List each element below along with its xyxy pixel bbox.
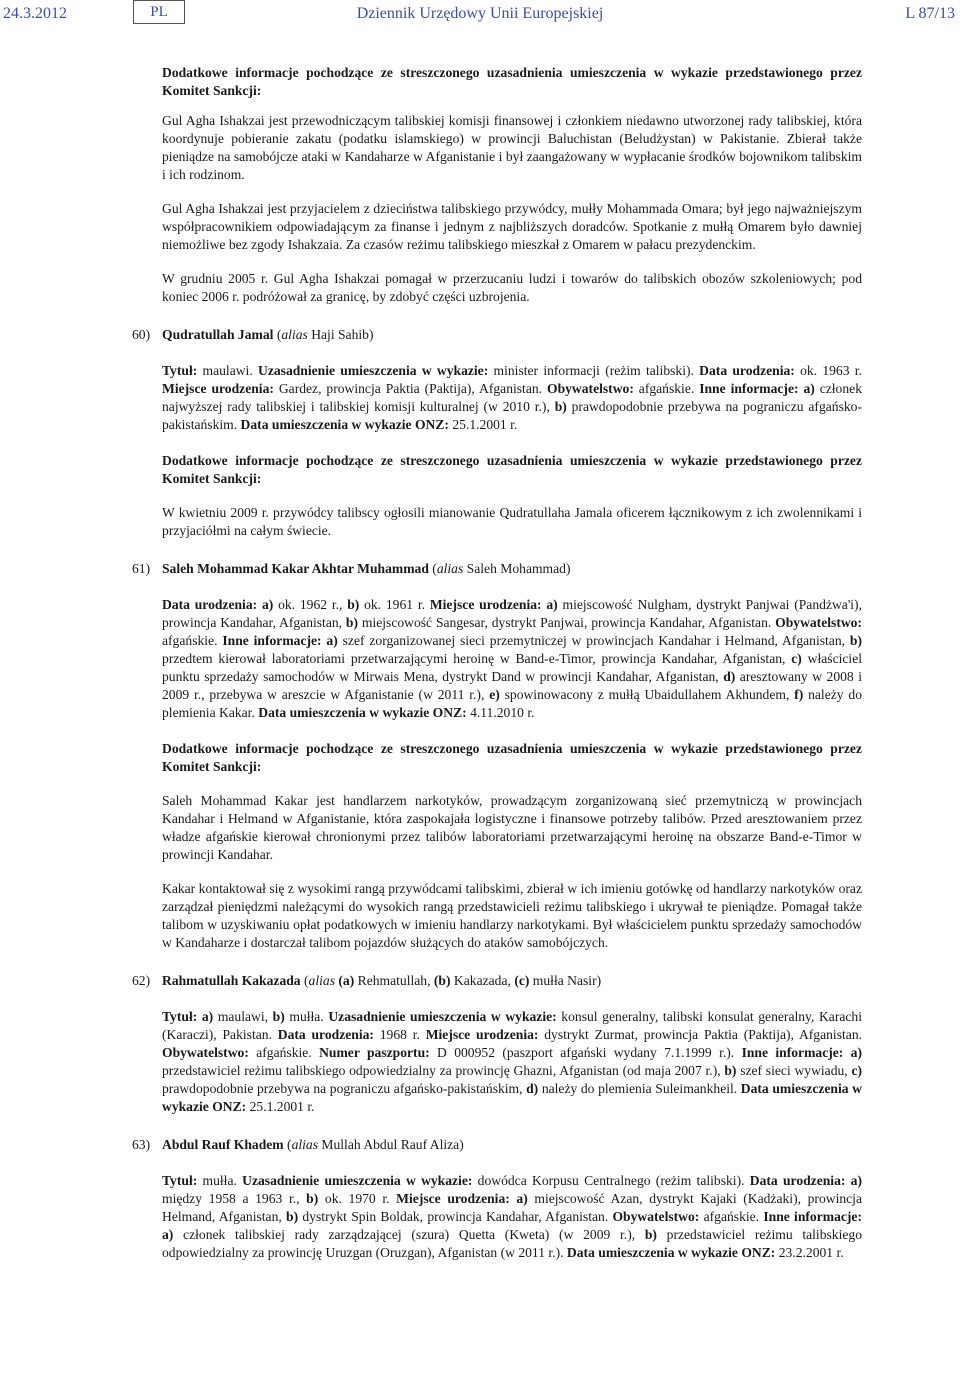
entry-number: 60) xyxy=(132,327,151,342)
entry-61 xyxy=(132,560,862,578)
entry-name-line: Abdul Rauf Khadem (alias Mullah Abdul Rauf Aliza) xyxy=(162,1137,464,1152)
entry-number: 61) xyxy=(132,561,151,576)
entry-details: Tytuł: maulawi. Uzasadnienie umieszczenia w wykazie: minister informacji (reżim talibski). Data urodzenia: ok. 1963 r. Miejsce urodzenia: Gardez, prowincja Paktia (Paktija), Afganistan. Obywatelstwo: afgańskie. Inne informacje: a) członek najwyższej rady talibskiej i talibskiej komisji kulturalnej (w 2010 r.), b) prawdopodobnie przebywa na pograniczu afgańsko-pakistańskim. Data umieszczenia w wykazie ONZ: 25.1.2001 r. xyxy=(162,363,862,432)
paragraph: W kwietniu 2009 r. przywódcy talibscy ogłosili mianowanie Qudratullaha Jamala oficerem łącznikowym z ich zwolennikami i przyjaciółmi na całym świecie. xyxy=(162,505,862,538)
paragraph: W grudniu 2005 r. Gul Agha Ishakzai pomagał w przerzucaniu ludzi i towarów do talibskich obozów szkoleniowych; pod koniec 2006 r. podróżował za granicę, by zdobyć części uzbrojenia. xyxy=(162,271,862,304)
entry-60 xyxy=(132,326,862,344)
entry-63 xyxy=(132,1136,862,1154)
paragraph: Kakar kontaktował się z wysokimi rangą przywódcami talibskimi, zbierał w ich imieniu gotówkę od handlarzy narkotyków oraz zarządzał pieniędzmi należącymi do wysokich rangą przedstawicieli reżimu talibskiego i ukrywał te pieniądze. Pomagał także talibom w uzyskiwaniu opłat podatkowych w imieniu handlarzy narkotykami. Był właścicielem punktu sprzedaży samochodów w Kandaharze i dostarczał talibom pojazdów służących do ataków samobójczych. xyxy=(162,881,862,950)
paragraph: Gul Agha Ishakzai jest przyjacielem z dzieciństwa talibskiego przywódcy, mułły Mohammada Omara; był jego najważniejszym współpracownikiem odpowiadającym za finanse i jednym z najbliższych doradców. Spotkanie z mułłą Omarem było dawniej niemożliwe bez zgody Ishakzaia. Za czasów reżimu talibskiego mieszkał z Omarem w pałacu prezydenckim. xyxy=(162,201,862,252)
entry-details: Tytuł: a) maulawi, b) mułła. Uzasadnienie umieszczenia w wykazie: konsul generalny, talibski konsulat generalny, Karachi (Karaczi), Pakistan. Data urodzenia: 1968 r. Miejsce urodzenia: dystrykt Zurmat, prowincja Paktia (Paktija), Afganistan. Obywatelstwo: afgańskie. Numer paszportu: D 000952 (paszport afgański wydany 7.1.1999 r.). Inne informacje: a) przedstawiciel reżimu talibskiego odpowiedzialny za prowincję Ghazni, Afganistan (od maja 2007 r.), b) szef sieci wywiadu, c) prawdopodobnie przebywa na pograniczu afgańsko-pakistańskim, d) należy do plemienia Suleimankheil. Data umieszczenia w wykazie ONZ: 25.1.2001 r. xyxy=(162,1009,863,1114)
entry-name-line: Rahmatullah Kakazada (alias (a) Rehmatullah, (b) Kakazada, (c) mułła Nasir) xyxy=(162,973,602,988)
entry-details: Data urodzenia: a) ok. 1962 r., b) ok. 1961 r. Miejsce urodzenia: a) miejscowość Nulgham, dystrykt Panjwai (Pandżwa'i), prowincja Kandahar, Afganistan, b) miejscowość Sangesar, dystrykt Panjwai, prowincja Kandahar, Afganistan. Obywatelstwo: afgańskie. Inne informacje: a) szef zorganizowanej sieci przemytniczej w prowincjach Kandahar i Helmand, Afganistan, b) przedtem kierował laboratoriami przetwarzającymi heroinę w Band-e-Timor, prowincja Kandahar, Afganistan, c) właściciel punktu sprzedaży samochodów w Mirwais Mena, dystrykt Dand w prowincji Kandahar, Afganistan, d) aresztowany w 2008 i 2009 r., przebywa w areszcie w Afganistanie (w 2011 r.), e) spowinowacony z mułłą Ubaidullahem Akhundem, f) należy do plemienia Kakar. Data umieszczenia w wykazie ONZ: 4.11.2010 r. xyxy=(162,597,863,720)
entry-name: Qudratullah Jamal xyxy=(162,327,274,342)
document-body xyxy=(132,64,863,1280)
language-code: PL xyxy=(133,0,185,24)
entry-name: Rahmatullah Kakazada xyxy=(162,973,301,988)
publication-date: 24.3.2012 xyxy=(3,5,67,22)
entry-62 xyxy=(132,972,862,990)
journal-title: Dziennik Urzędowy Unii Europejskiej xyxy=(356,5,604,22)
entry-number: 62) xyxy=(132,973,151,988)
entry-number: 63) xyxy=(132,1137,151,1152)
entry-name: Saleh Mohammad Kakar Akhtar Muhammad xyxy=(162,561,429,576)
section-heading: Dodatkowe informacje pochodzące ze streszczonego uzasadnienia umieszczenia w wykazie przedstawionego przez Komitet Sankcji: xyxy=(162,741,862,774)
page-number: L 87/13 xyxy=(905,5,955,22)
entry-details: Tytuł: mułła. Uzasadnienie umieszczenia w wykazie: dowódca Korpusu Centralnego (reżim talibski). Data urodzenia: a) między 1958 a 1963 r., b) ok. 1970 r. Miejsce urodzenia: a) miejscowość Azan, dystrykt Kajaki (Kadżaki), prowincja Helmand, Afganistan, b) dystrykt Spin Boldak, prowincja Kandahar, Afganistan. Obywatelstwo: afgańskie. Inne informacje: a) członek talibskiej rady zarządzającej (szura) Quetta (Kweta) (w 2009 r.), b) przedstawiciel reżimu talibskiego odpowiedzialny za prowincję Uruzgan (Oruzgan), Afganistan (w 2011 r.). Data umieszczenia w wykazie ONZ: 23.2.2001 r. xyxy=(162,1173,862,1260)
entry-name-line: Saleh Mohammad Kakar Akhtar Muhammad (alias Saleh Mohammad) xyxy=(162,561,571,576)
section-heading: Dodatkowe informacje pochodzące ze streszczonego uzasadnienia umieszczenia w wykazie przedstawionego przez Komitet Sankcji: xyxy=(162,453,862,486)
section-heading: Dodatkowe informacje pochodzące ze streszczonego uzasadnienia umieszczenia w wykazie przedstawionego przez Komitet Sankcji: xyxy=(162,65,862,98)
entry-name: Abdul Rauf Khadem xyxy=(162,1137,284,1152)
paragraph: Gul Agha Ishakzai jest przewodniczącym talibskiej komisji finansowej i członkiem niedawno utworzonej rady talibskiej, która koordynuje pobieranie zakatu (podatku islamskiego) w prowincji Baluchistan (Beludżystan) w Pakistanie. Zbierał także pieniądze na samobójcze ataki w Kandaharze w Afganistanie i był zaangażowany w wypłacanie środków bojownikom talibskim i ich rodzinom. xyxy=(162,113,862,182)
paragraph: Saleh Mohammad Kakar jest handlarzem narkotyków, prowadzącym zorganizowaną sieć przemytniczą w prowincjach Kandahar i Helmand w Afganistanie, która zaspokajała logistyczne i finansowe potrzeby talibów. Przed aresztowaniem przez władze afgańskie kierował chronionymi przez talibów laboratoriami przetwarzającymi heroinę na obszarze Band-e-Timor w prowincji Kandahar. xyxy=(162,793,862,862)
entry-name-line: Qudratullah Jamal (alias Haji Sahib) xyxy=(162,327,374,342)
page-header xyxy=(0,0,960,40)
